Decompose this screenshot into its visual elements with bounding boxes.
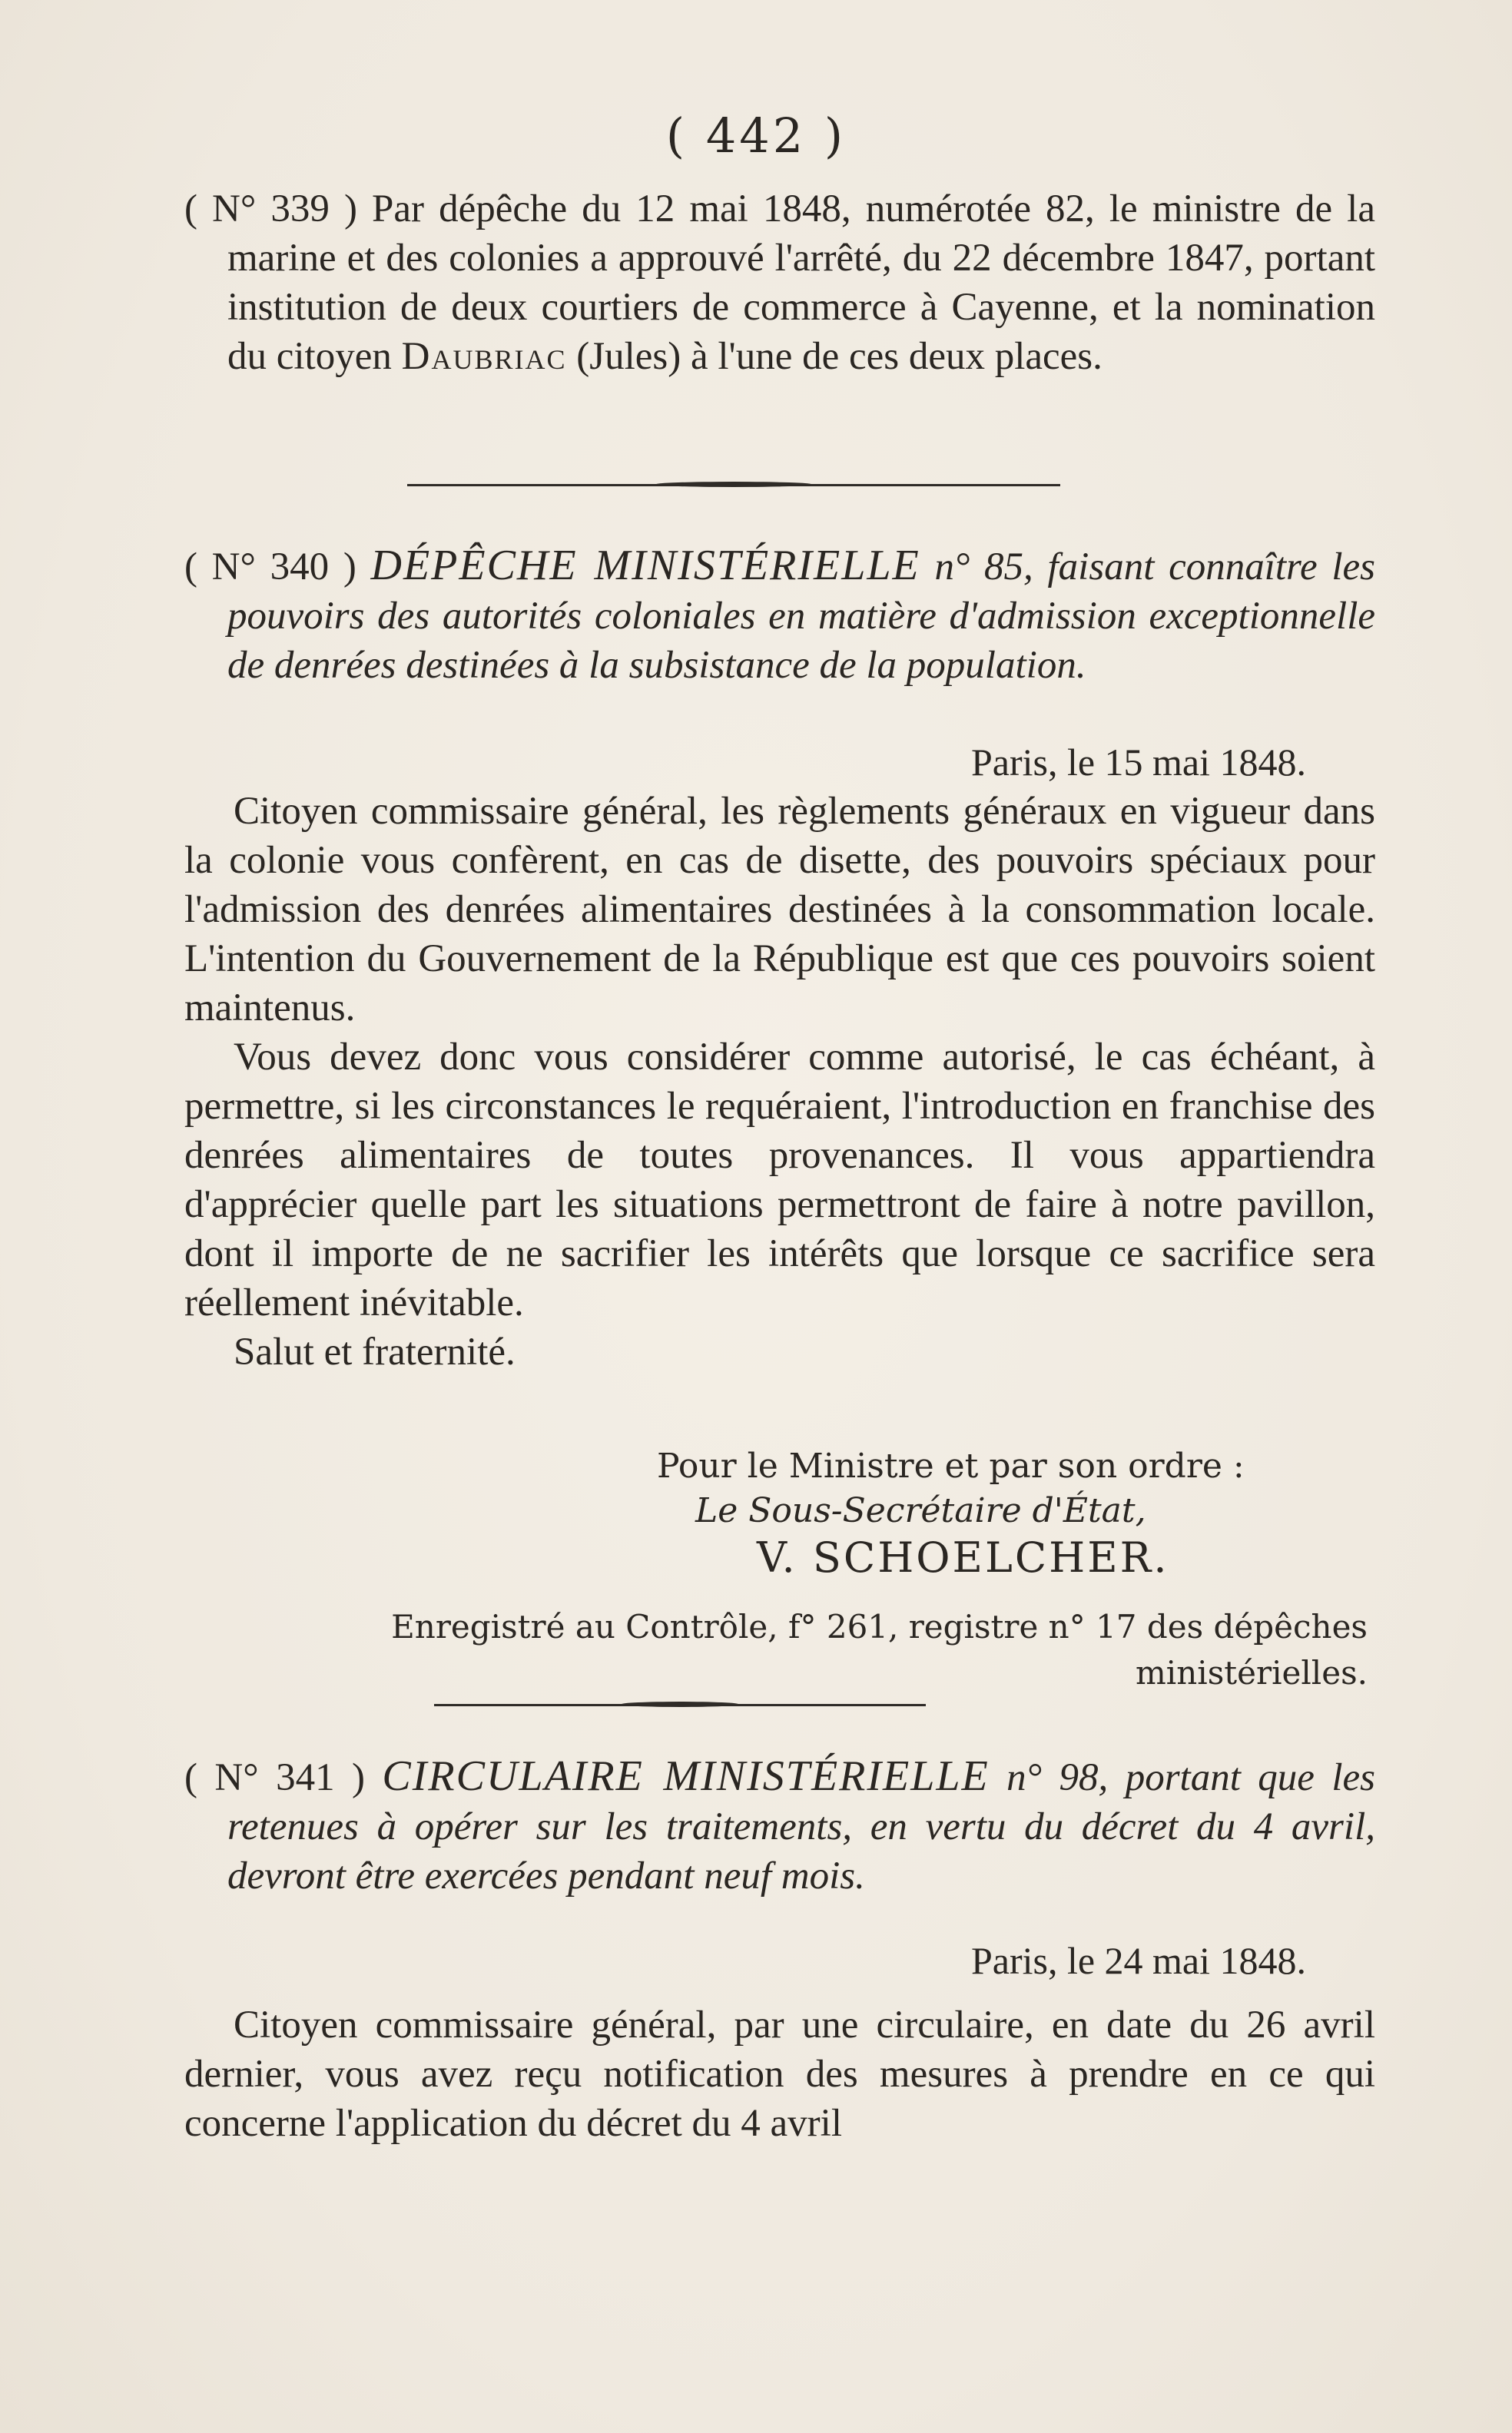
signature-line-1: Pour le Ministre et par son ordre : — [657, 1447, 1245, 1486]
entry-340-signature — [184, 1444, 1375, 1582]
signature-name: V. SCHOELCHER. — [757, 1533, 1169, 1582]
entry-340-salutation: Salut et fraternité. — [234, 1331, 516, 1374]
entry-340-date: Paris, le 15 mai 1848. — [970, 741, 1306, 784]
entry-341-number: ( N° 341 ) — [184, 1756, 365, 1799]
entry-339-number: ( N° 339 ) — [184, 187, 357, 230]
entry-341-paragraph-1: Citoyen commissaire général, par une circulaire, en date du 26 avril dernier, vous avez reçu notification des mesures à prendre en ce qui concerne l'application du décret du 4 avril — [184, 2004, 1375, 2145]
entry-341-title-rest: portant que les retenues à opérer sur les traitements, en vertu du décret du 4 avril, devront être exercées pendant neuf mois. — [227, 1756, 1376, 1898]
entry-340-paragraph-2: Vous devez donc vous considérer comme autorisé, le cas échéant, à permettre, si les circonstances le requéraient, l'introduction en franchise des denrées alimentaires de toutes provenances. Il vous appartiendra d'apprécier quelle part les situations permettront de faire à notre pavillon, dont il importe de ne sacrifier les intérêts que lorsque ce sacrifice sera réellement inévitable. — [184, 1036, 1375, 1324]
entry-339 — [184, 184, 1375, 381]
page-number: ( 442 ) — [665, 108, 847, 164]
registration-note: Enregistré au Contrôle, f° 261, registre n° 17 des dépêches ministérielles. — [391, 1608, 1368, 1692]
entry-340-number: ( N° 340 ) — [184, 545, 356, 588]
entry-340-body — [184, 738, 1375, 1377]
entry-340 — [184, 541, 1375, 690]
entry-341-title: CIRCULAIRE MINISTÉRIELLE — [382, 1752, 990, 1800]
entry-341-heading — [184, 1752, 1375, 1901]
signature-line-2: Le Sous-Secrétaire d'État, — [695, 1491, 1146, 1530]
entry-339-paragraph — [184, 184, 1375, 381]
entry-340-note — [184, 1604, 1375, 1696]
entry-341-body — [184, 1936, 1375, 2148]
section-divider-1 — [407, 484, 1060, 486]
entry-341-title-number: n° 98, — [1006, 1756, 1109, 1799]
entry-339-text-end: (Jules) à l'une de ces deux places. — [576, 335, 1102, 378]
entry-341-date: Paris, le 24 mai 1848. — [970, 1939, 1306, 1982]
section-divider-2 — [434, 1704, 926, 1706]
entry-340-title-number: n° 85, — [934, 545, 1033, 588]
entry-340-heading — [184, 541, 1375, 690]
entry-339-text: Par dépêche du 12 mai 1848, numérotée 82, le ministre de la marine et des colonies a approuvé l'arrêté, du 22 décembre 1847, portant institution de deux courtiers de commerce à Cayenne, et la nomination du citoyen — [227, 187, 1375, 378]
entry-341 — [184, 1752, 1375, 1901]
entry-340-title-rest: faisant connaître les pouvoirs des autorités coloniales en matière d'admission exceptionnelle de denrées destinées à la subsistance de la population. — [227, 545, 1375, 687]
entry-340-title: DÉPÊCHE MINISTÉRIELLE — [370, 542, 920, 589]
entry-340-paragraph-1: Citoyen commissaire général, les règlements généraux en vigueur dans la colonie vous confèrent, en cas de disette, des pouvoirs spéciaux pour l'admission des denrées alimentaires destinées à la consommation locale. L'intention du Gouvernement de la République est que ces pouvoirs soient maintenus. — [184, 790, 1375, 1029]
person-name: Daubriac — [401, 335, 567, 378]
